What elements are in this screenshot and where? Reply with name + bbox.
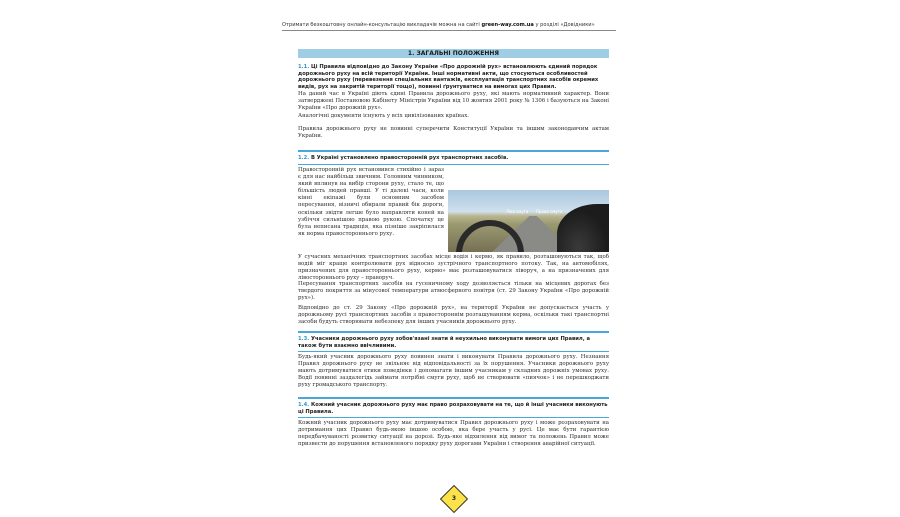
header-suffix: у розділі «Довідники» — [533, 22, 595, 28]
section-divider — [298, 397, 609, 399]
section-divider — [298, 331, 609, 333]
header-prefix: Отримати безкоштовну онлайн-консультацію викладачів можна на сайті — [282, 22, 482, 28]
section-divider-thin — [298, 164, 609, 165]
rule-1-2-text: В Україні установлено правосторонній рух транспортних засобів. — [309, 155, 509, 161]
rule-1-4-number: 1.4. — [298, 402, 310, 408]
dashboard-shape — [557, 204, 609, 252]
header-site-link[interactable]: green-way.com.ua — [481, 22, 534, 28]
rule-1-3-text: Учасники дорожнього руху зобов'язані знати й неухильно виконувати вимоги цих Правил, а також бути взаємно ввічливими. — [298, 336, 591, 349]
rule-1-4-paragraph-1: Кожний учасник дорожнього руху має дотримуватися Правил дорожнього руху і може розраховувати на дотримання цих Правил будь-якою іншою особою, яка бере участь у русі. Це має бути гарантією передбачуваності розвитку ситуації на дорозі. Будь-яке відхилення від вимог та положень Правил може призвести до порушення встановленого порядку руху дорогами України і створення аварійної ситуації. — [298, 420, 609, 448]
photo-label-left-lane: Ліва смуга — [506, 209, 529, 214]
rule-1-3-paragraph-1: Будь-який учасник дорожнього руху повинен знати і виконувати Правила дорожнього руху. Незнання Правил дорожнього руху не звільняє від відповідальності за їх порушення. Учасники дорожнього руху мають дотримуватися етики поведінки і допомагати іншим учасникам у складних дорожніх умовах руху. Водії повинні заздалегідь займати потрібні смуги руху, щоб не створювати «пиячок» і не перешкоджати руху громадського транспорту. — [298, 354, 609, 389]
rule-1-2-lead — [298, 155, 609, 162]
rule-1-2-paragraph-3: Пересування транспортних засобів на гусеничному ходу дозволяється тільки на місцевих дорогах без твердого покриття за мінусової температури атмосферного повітря (ст. 29 Закону України «Про дорожній рух»). — [298, 281, 609, 302]
rule-1-2-paragraph-2: У сучасних механічних транспортних засобах місце водія і кермо, як правило, розташовуються так, щоб водій міг краще контролювати рух відносно зустрічного транспортного потоку. Так, на автомобілях, призначених для правостороннього руху, кермо» має розташовуватися ліворуч, а на призначених для лівостороннього руху – праворуч. — [298, 254, 609, 282]
rule-1-2-paragraph-1: Правосторонній рух встановився стихійно і зараз є для нас найбільш звичним. Головним чинником, який вплинув на вибір сторони руху, стало те, що більшість людей правші. У ті далекі часи, коли кінні екіпажі були основним засобом пересування, візничі обирали правий бік дороги, оскільки звідти легше було направляти коней на узбіччя сильнішою правою рукою. Спочатку це була неписана традиція, яка пізніше закріпилася як норма правостороннього руху. — [298, 167, 444, 237]
document-page — [282, 22, 616, 508]
page-number: 3 — [451, 495, 457, 502]
section-divider-thin — [298, 351, 609, 352]
rule-1-1-text: Ці Правила відповідно до Закону України «Про дорожній рух» встановлюють єдиний порядок дорожнього руху на всій території України. Інші нормативні акти, що стосуються особливостей дорожнього руху (перевезення спеціальних вантажів, експлуатація транспортних засобів окремих видів, рух на закритій території тощо), повинні ґрунтуватися на вимогах цих Правил. — [298, 64, 599, 90]
section-divider — [298, 150, 609, 152]
rule-1-1-paragraph-1: На даний час в Україні діють єдині Правила дорожнього руху, які мають нормативний характер. Вони затверджені Постановою Кабінету Міністрів України від 10 жовтня 2001 року № 1306 і базуються на Законі України «Про дорожній рух». — [298, 91, 609, 112]
rule-1-2-number: 1.2. — [298, 155, 310, 161]
section-divider-thin — [298, 417, 609, 418]
rule-1-3-number: 1.3. — [298, 336, 310, 342]
rule-1-4-text: Кожний учасник дорожнього руху має право розраховувати на те, що й інші учасники виконують ці Правила. — [298, 402, 608, 415]
rule-1-1-paragraph-3: Правила дорожнього руху не повинні суперечити Конституції України та іншим законодавчим актам України. — [298, 126, 609, 140]
steering-wheel-shape — [456, 220, 524, 252]
rule-1-3-lead — [298, 336, 609, 349]
page-header — [282, 22, 616, 31]
rule-1-1-number: 1.1. — [298, 64, 310, 70]
photo-label-right-lane: Права смуга — [536, 209, 563, 214]
rule-1-1-lead — [298, 64, 609, 90]
rule-1-2-paragraph-4: Відповідно до ст. 29 Закону «Про дорожній рух», на території України не допускається участь у дорожньому русі транспортних засобів з правостороннім розташуванням керма, оскільки такі транспортні засоби будуть створювати небезпеку для інших учасників дорожнього руху. — [298, 305, 609, 326]
page-number-badge — [440, 485, 468, 513]
rule-1-4-lead — [298, 402, 609, 415]
section-title: 1. ЗАГАЛЬНІ ПОЛОЖЕННЯ — [298, 49, 609, 58]
rule-1-1-paragraph-2: Аналогічні документи існують у всіх цивілізованих країнах. — [298, 113, 469, 119]
car-interior-photo — [448, 190, 609, 252]
